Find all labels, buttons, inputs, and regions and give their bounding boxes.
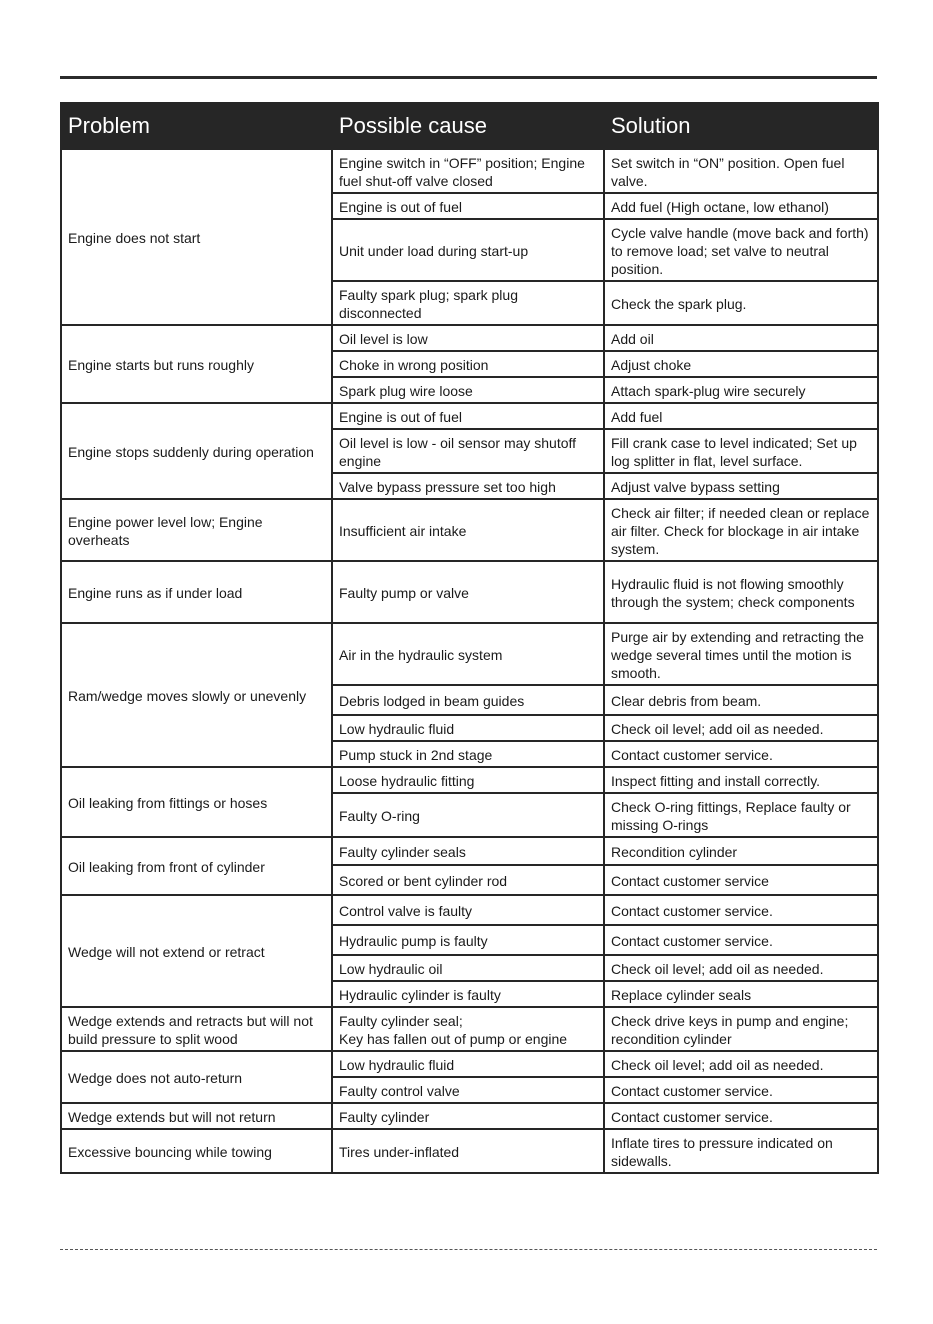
cause-cell: Tires under-inflated [332, 1129, 604, 1173]
solution-cell: Clear debris from beam. [604, 685, 878, 715]
problem-cell: Excessive bouncing while towing [61, 1129, 332, 1173]
cause-cell: Loose hydraulic fitting [332, 767, 604, 793]
cause-cell: Oil level is low [332, 325, 604, 351]
header-possible-cause: Possible cause [332, 103, 604, 149]
solution-cell: Fill crank case to level indicated; Set up log splitter in flat, level surface. [604, 429, 878, 473]
cause-cell: Faulty cylinder seals [332, 837, 604, 865]
solution-cell: Hydraulic fluid is not flowing smoothly through the system; check components [604, 561, 878, 623]
table-row [61, 1103, 878, 1129]
solution-cell: Set switch in “ON” position. Open fuel valve. [604, 149, 878, 193]
troubleshooting-table [60, 102, 879, 1174]
problem-cell: Wedge does not auto-return [61, 1051, 332, 1103]
cause-cell: Faulty cylinder seal; Key has fallen out of pump or engine [332, 1007, 604, 1051]
cause-cell: Engine is out of fuel [332, 193, 604, 219]
cause-cell: Oil level is low - oil sensor may shutoff engine [332, 429, 604, 473]
top-rule [60, 76, 877, 79]
solution-cell: Adjust valve bypass setting [604, 473, 878, 499]
problem-cell: Oil leaking from fittings or hoses [61, 767, 332, 837]
cause-cell: Spark plug wire loose [332, 377, 604, 403]
solution-cell: Cycle valve handle (move back and forth) to remove load; set valve to neutral position. [604, 219, 878, 281]
cause-cell: Hydraulic pump is faulty [332, 925, 604, 955]
cause-cell: Debris lodged in beam guides [332, 685, 604, 715]
cause-cell: Choke in wrong position [332, 351, 604, 377]
cause-cell: Faulty cylinder [332, 1103, 604, 1129]
cause-cell: Engine switch in “OFF” position; Engine fuel shut-off valve closed [332, 149, 604, 193]
solution-cell: Check oil level; add oil as needed. [604, 1051, 878, 1077]
cause-cell: Unit under load during start-up [332, 219, 604, 281]
solution-cell: Check O-ring fittings, Replace faulty or missing O-rings [604, 793, 878, 837]
bottom-dashed-rule [60, 1249, 877, 1250]
table-row [61, 499, 878, 561]
solution-cell: Add oil [604, 325, 878, 351]
problem-cell: Wedge extends and retracts but will not build pressure to split wood [61, 1007, 332, 1051]
solution-cell: Check oil level; add oil as needed. [604, 715, 878, 741]
solution-cell: Add fuel [604, 403, 878, 429]
solution-cell: Inspect fitting and install correctly. [604, 767, 878, 793]
table-row [61, 767, 878, 793]
cause-cell: Faulty pump or valve [332, 561, 604, 623]
cause-cell: Hydraulic cylinder is faulty [332, 981, 604, 1007]
solution-cell: Contact customer service [604, 865, 878, 895]
cause-cell: Valve bypass pressure set too high [332, 473, 604, 499]
table-row [61, 837, 878, 865]
solution-cell: Check the spark plug. [604, 281, 878, 325]
table-body [61, 149, 878, 1173]
table-row [61, 1051, 878, 1077]
table-row [61, 149, 878, 193]
problem-cell: Engine power level low; Engine overheats [61, 499, 332, 561]
table-row [61, 1129, 878, 1173]
cause-cell: Air in the hydraulic system [332, 623, 604, 685]
cause-cell: Engine is out of fuel [332, 403, 604, 429]
cause-cell: Faulty control valve [332, 1077, 604, 1103]
cause-cell: Faulty spark plug; spark plug disconnected [332, 281, 604, 325]
problem-cell: Engine does not start [61, 149, 332, 325]
table-row [61, 1007, 878, 1051]
solution-cell: Contact customer service. [604, 741, 878, 767]
solution-cell: Check oil level; add oil as needed. [604, 955, 878, 981]
solution-cell: Contact customer service. [604, 1103, 878, 1129]
problem-cell: Engine runs as if under load [61, 561, 332, 623]
solution-cell: Contact customer service. [604, 895, 878, 925]
solution-cell: Recondition cylinder [604, 837, 878, 865]
solution-cell: Adjust choke [604, 351, 878, 377]
table-row [61, 403, 878, 429]
problem-cell: Engine stops suddenly during operation [61, 403, 332, 499]
solution-cell: Attach spark-plug wire securely [604, 377, 878, 403]
cause-cell: Insufficient air intake [332, 499, 604, 561]
cause-cell: Pump stuck in 2nd stage [332, 741, 604, 767]
header-solution: Solution [604, 103, 878, 149]
cause-cell: Low hydraulic oil [332, 955, 604, 981]
cause-cell: Low hydraulic fluid [332, 1051, 604, 1077]
problem-cell: Wedge extends but will not return [61, 1103, 332, 1129]
table-row [61, 895, 878, 925]
problem-cell: Ram/wedge moves slowly or unevenly [61, 623, 332, 767]
table-row [61, 623, 878, 685]
solution-cell: Inflate tires to pressure indicated on sidewalls. [604, 1129, 878, 1173]
table-header-row [61, 103, 878, 149]
problem-cell: Engine starts but runs roughly [61, 325, 332, 403]
solution-cell: Contact customer service. [604, 925, 878, 955]
solution-cell: Purge air by extending and retracting the wedge several times until the motion is smooth. [604, 623, 878, 685]
cause-cell: Faulty O-ring [332, 793, 604, 837]
solution-cell: Check drive keys in pump and engine; recondition cylinder [604, 1007, 878, 1051]
cause-cell: Low hydraulic fluid [332, 715, 604, 741]
solution-cell: Replace cylinder seals [604, 981, 878, 1007]
cause-cell: Control valve is faulty [332, 895, 604, 925]
solution-cell: Add fuel (High octane, low ethanol) [604, 193, 878, 219]
header-problem: Problem [61, 103, 332, 149]
cause-cell: Scored or bent cylinder rod [332, 865, 604, 895]
table-row [61, 325, 878, 351]
solution-cell: Contact customer service. [604, 1077, 878, 1103]
problem-cell: Oil leaking from front of cylinder [61, 837, 332, 895]
table-row [61, 561, 878, 623]
solution-cell: Check air filter; if needed clean or replace air filter. Check for blockage in air intake system. [604, 499, 878, 561]
problem-cell: Wedge will not extend or retract [61, 895, 332, 1007]
